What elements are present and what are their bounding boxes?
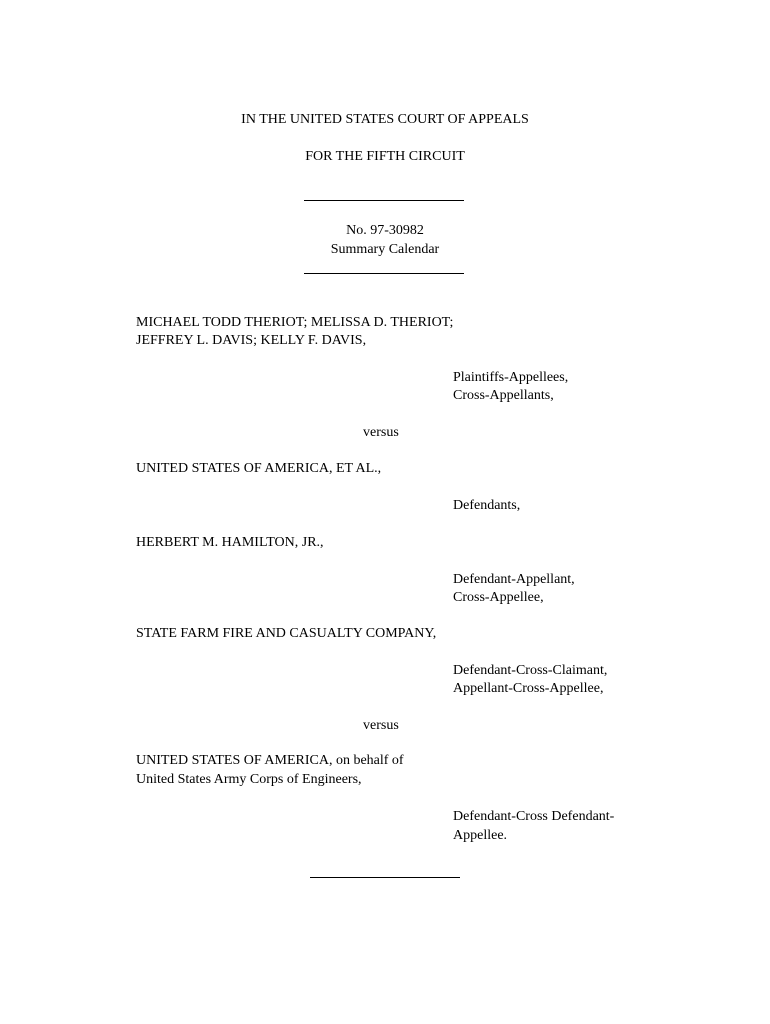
- defendant-2-role-line1: Defendant-Appellant,: [453, 572, 575, 587]
- defendant-1-name: UNITED STATES OF AMERICA, ET AL.,: [136, 461, 382, 476]
- cross-defendant-name-line2: United States Army Corps of Engineers,: [136, 772, 362, 787]
- circuit-heading: FOR THE FIFTH CIRCUIT: [305, 149, 465, 164]
- cross-defendant-role-line1: Defendant-Cross Defendant-: [453, 809, 615, 824]
- defendant-1-role: Defendants,: [453, 498, 521, 513]
- cross-defendant-name-line1: UNITED STATES OF AMERICA, on behalf of: [136, 753, 404, 768]
- plaintiffs-role-line2: Cross-Appellants,: [453, 388, 554, 403]
- separator-rule-top: [304, 200, 464, 201]
- plaintiffs-role-line1: Plaintiffs-Appellees,: [453, 370, 569, 385]
- separator-rule-middle: [304, 273, 464, 274]
- versus-label-1: versus: [363, 425, 399, 440]
- calendar-type: Summary Calendar: [330, 242, 440, 257]
- defendant-2-role-line2: Cross-Appellee,: [453, 590, 544, 605]
- defendant-3-role-line2: Appellant-Cross-Appellee,: [453, 681, 604, 696]
- case-number: No. 97-30982: [346, 223, 424, 238]
- cross-defendant-role-line2: Appellee.: [453, 828, 508, 843]
- separator-rule-bottom: [310, 877, 460, 878]
- defendant-3-name: STATE FARM FIRE AND CASUALTY COMPANY,: [136, 626, 437, 641]
- defendant-2-name: HERBERT M. HAMILTON, JR.,: [136, 535, 324, 550]
- plaintiffs-names-line2: JEFFREY L. DAVIS; KELLY F. DAVIS,: [136, 333, 367, 348]
- defendant-3-role-line1: Defendant-Cross-Claimant,: [453, 663, 608, 678]
- court-heading: IN THE UNITED STATES COURT OF APPEALS: [241, 112, 529, 127]
- plaintiffs-names-line1: MICHAEL TODD THERIOT; MELISSA D. THERIOT;: [136, 315, 454, 330]
- versus-label-2: versus: [363, 718, 399, 733]
